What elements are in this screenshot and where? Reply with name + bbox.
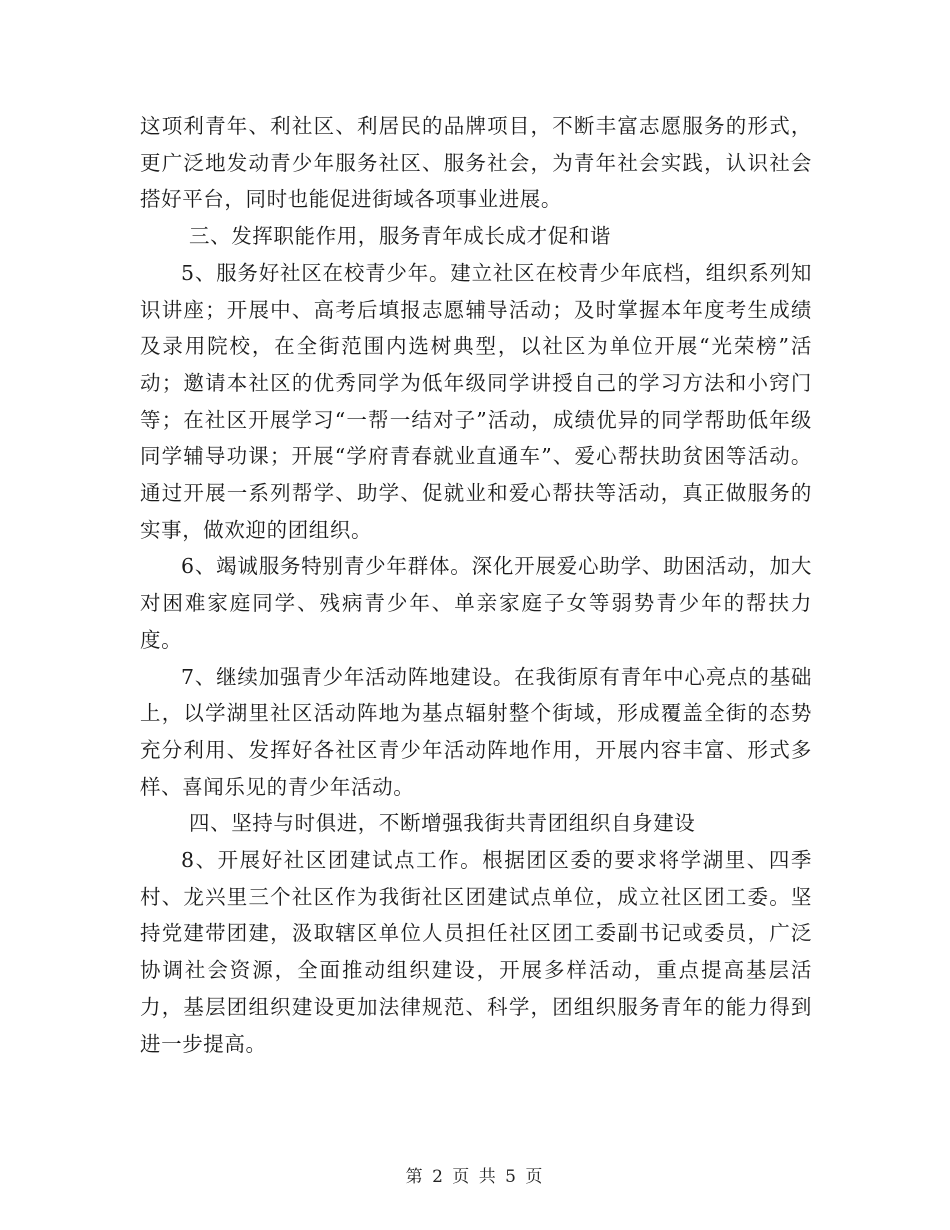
paragraph-item-8: 8、开展好社区团建试点工作。根据团区委的要求将学湖里、四季村、龙兴里三个社区作为我街社区团建试点单位，成立社区团工委。坚持党建带团建，汲取辖区单位人员担任社区团工委副书记或委员，广泛协调社会资源，全面推动组织建设，开展多样活动，重点提高基层活力，基层团组织建设更加法律规范、科学，团组织服务青年的能力得到进一步提高。 <box>140 848 812 1056</box>
section-heading-3: 三、发挥职能作用，服务青年成长成才促和谐 <box>189 224 611 249</box>
paragraph-item-7: 7、继续加强青少年活动阵地建设。在我街原有青年中心亮点的基础上，以学湖里社区活动阵地为基点辐射整个街域，形成覆盖全街的态势充分利用、发挥好各社区青少年活动阵地作用，开展内容丰富、形式多样、喜闻乐见的青少年活动。 <box>140 664 812 799</box>
section-heading-4: 四、坚持与时俱进，不断增强我街共青团组织自身建设 <box>189 811 696 836</box>
page-number-footer: 第 2 页 共 5 页 <box>405 1167 545 1187</box>
paragraph-continuation: 这项利青年、利社区、利居民的品牌项目，不断丰富志愿服务的形式，更广泛地发动青少年服务社区、服务社会，为青年社会实践，认识社会搭好平台，同时也能促进街域各项事业进展。 <box>140 114 812 212</box>
paragraph-item-6: 6、竭诚服务特别青少年群体。深化开展爱心助学、助困活动，加大对困难家庭同学、残病青少年、单亲家庭子女等弱势青少年的帮扶力度。 <box>140 554 812 652</box>
document-body <box>140 108 812 1062</box>
paragraph-item-5: 5、服务好社区在校青少年。建立社区在校青少年底档，组织系列知识讲座；开展中、高考后填报志愿辅导活动；及时掌握本年度考生成绩及录用院校，在全街范围内选树典型，以社区为单位开展“光荣榜”活动；邀请本社区的优秀同学为低年级同学讲授自己的学习方法和小窍门等；在社区开展学习“一帮一结对子”活动，成绩优异的同学帮助低年级同学辅导功课；开展“学府青春就业直通车”、爱心帮扶助贫困等活动。通过开展一系列帮学、助学、促就业和爱心帮扶等活动，真正做服务的实事，做欢迎的团组织。 <box>140 260 812 542</box>
